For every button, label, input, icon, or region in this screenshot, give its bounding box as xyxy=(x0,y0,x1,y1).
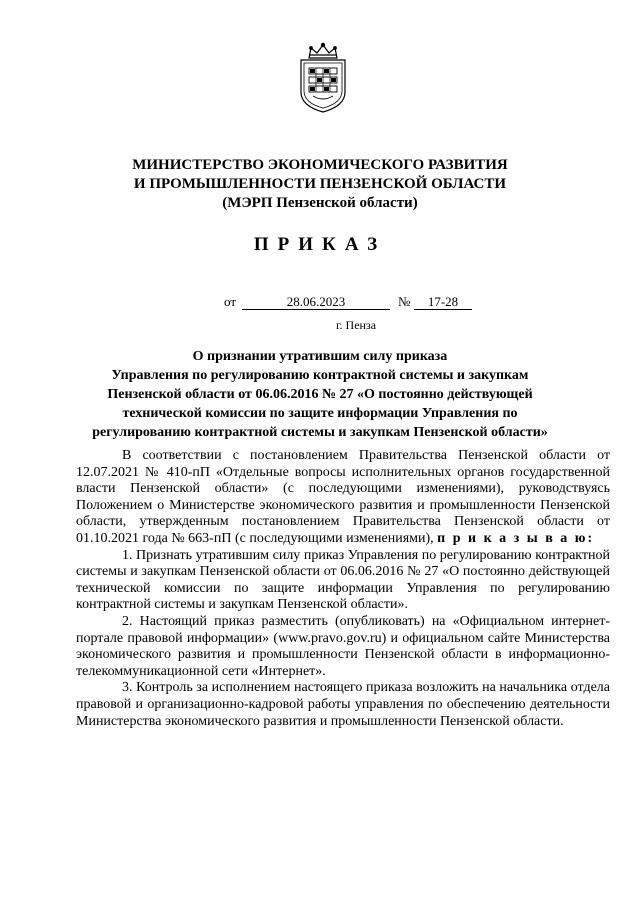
subject-line-2: Управления по регулированию контрактной системы и закупкам xyxy=(111,368,529,383)
city-label: г. Пенза xyxy=(335,318,377,332)
subject-line-1: О признании утратившим силу приказа xyxy=(192,349,448,364)
number-prefix: № xyxy=(398,294,411,309)
header-line-2: И ПРОМЫШЛЕННОСТИ ПЕНЗЕНСКОЙ ОБЛАСТИ xyxy=(133,176,507,192)
order-word: п р и к а з ы в а ю: xyxy=(437,530,595,546)
subject-line-4: технической комиссии по защите информации Управления по xyxy=(122,406,518,421)
preamble-text: В соответствии с постановлением Правительства Пензенской области от 12.07.2021 № 410-пП «Отдельные вопросы исполнительных органов государственной власти Пензенской области» (с последующими изменениями), руководствуясь Положением о Министерстве экономического развития и промышленности Пензенской области, утвержденным постановлением Правительства Пензенской области от 01.10.2021 года № 663-пП (с последующими изменениями), xyxy=(76,448,610,546)
ministry-header xyxy=(0,156,640,213)
item-3: 3. Контроль за исполнением настоящего приказа возложить на начальника отдела правовой и организационно-кадровой работы управления по обеспечению деятельности Министерства экономического развития и промышленности Пензенской области. xyxy=(76,680,610,729)
coat-of-arms-emblem xyxy=(297,42,349,114)
document-subject xyxy=(0,347,640,442)
item-1: 1. Признать утратившим силу приказ Управления по регулированию контрактной системы и закупкам Пензенской области от 06.06.2016 № 27 «О постоянно действующей технической комиссии по защите информации Управления по регулированию контрактной системы и закупкам Пензенской области». xyxy=(76,547,610,613)
item-2: 2. Настоящий приказ разместить (опубликовать) на «Официальном интернет-портале правовой информации» (www.pravo.gov.ru) и официальном сайте Министерства экономического развития и промышленности Пензенской области в информационно-телекоммуникационной сети «Интернет». xyxy=(76,613,610,679)
header-line-1: МИНИСТЕРСТВО ЭКОНОМИЧЕСКОГО РАЗВИТИЯ xyxy=(132,157,508,173)
preamble-paragraph xyxy=(76,448,610,548)
document-date: 28.06.2023 xyxy=(242,294,390,310)
subject-line-3: Пензенской области от 06.06.2016 № 27 «О постоянно действующей xyxy=(107,387,533,402)
header-line-3: (МЭРП Пензенской области) xyxy=(222,195,418,211)
document-body xyxy=(76,448,610,730)
date-prefix: от xyxy=(224,294,237,309)
document-title: ПРИКАЗ xyxy=(253,234,387,255)
document-number: 17-28 xyxy=(414,294,472,310)
subject-line-5: регулированию контрактной системы и закупкам Пензенской области» xyxy=(92,425,548,440)
